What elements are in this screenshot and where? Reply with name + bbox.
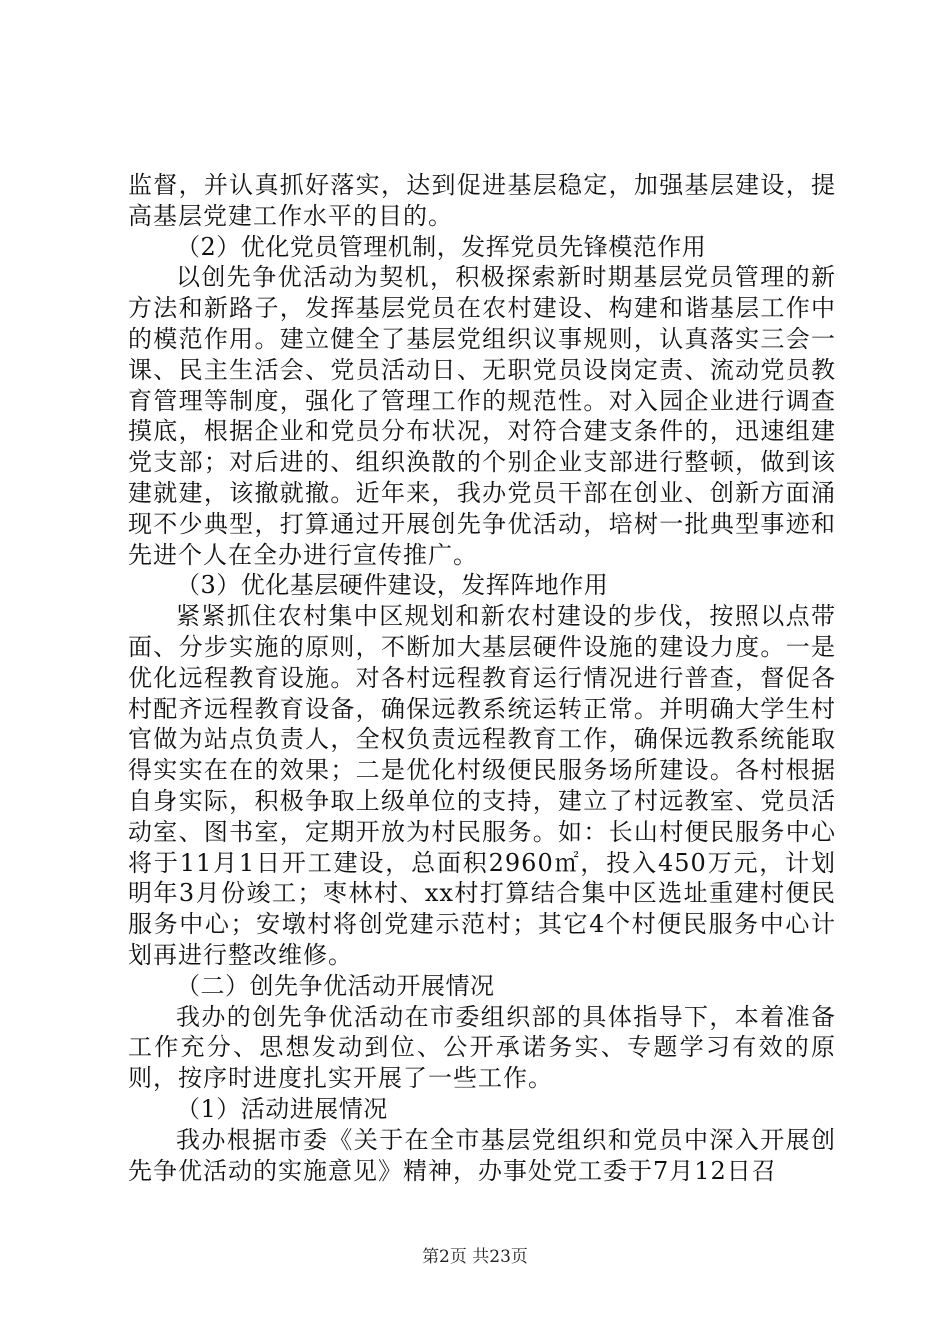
paragraph-progress: 我办根据市委《关于在全市基层党组织和党员中深入开展创先争优活动的实施意见》精神，办事处党工委于7月12日召 bbox=[128, 1125, 836, 1185]
section-heading-progress: （1）活动进展情况 bbox=[176, 1094, 388, 1123]
section-heading-3: （3）优化基层硬件建设，发挥阵地作用 bbox=[176, 571, 609, 600]
paragraph-activity-overview: 我办的创先争优活动在市委组织部的具体指导下，本着准备工作充分、思想发动到位、公开承诺务实、专题学习有效的原则，按序时进度扎实开展了一些工作。 bbox=[128, 1002, 836, 1093]
paragraph-continuation: 监督，并认真抓好落实，达到促进基层稳定，加强基层建设，提高基层党建工作水平的目的。 bbox=[128, 171, 836, 230]
page-footer: 第2页 共23页 bbox=[422, 1247, 528, 1267]
section-heading-activity-status: （二）创先争优活动开展情况 bbox=[176, 971, 495, 1000]
paragraph-member-management: 以创先争优活动为契机，积极探索新时期基层党员管理的新方法和新路子，发挥基层党员在农村建设、构建和谐基层工作中的模范作用。建立健全了基层党组织议事规则，认真落实三会一课、民主生活会、党员活动日、无职党员设岗定责、流动党员教育管理等制度，强化了管理工作的规范性。对入园企业进行调查摸底，根据企业和党员分布状况，对符合建支条件的，迅速组建党支部；对后进的、组织涣散的个别企业支部进行整顿，做到该建就建，该撤就撤。近年来，我办党员干部在创业、创新方面涌现不少典型，打算通过开展创先争优活动，培树一批典型事迹和先进个人在全办进行宣传推广。 bbox=[128, 263, 836, 569]
section-heading-2: （2）优化党员管理机制，发挥党员先锋模范作用 bbox=[176, 232, 707, 261]
paragraph-hardware-construction: 紧紧抓住农村集中区规划和新农村建设的步伐，按照以点带面、分步实施的原则，不断加大基层硬件设施的建设力度。一是优化远程教育设施。对各村远程教育运行情况进行普查，督促各村配齐远程教育设备，确保远教系统运转正常。并明确大学生村官做为站点负责人，全权负责远程教育工作，确保远教系统能取得实实在在的效果；二是优化村级便民服务场所建设。各村根据自身实际，积极争取上级单位的支持，建立了村远教室、党员活动室、图书室，定期开放为村民服务。如：长山村便民服务中心将于11月1日开工建设，总面积2960㎡，投入450万元，计划明年3月份竣工；枣林村、xx村打算结合集中区选址重建村便民服务中心；安墩村将创党建示范村；其它4个村便民服务中心计划再进行整改维修。 bbox=[128, 602, 836, 969]
document-body bbox=[128, 170, 836, 1186]
